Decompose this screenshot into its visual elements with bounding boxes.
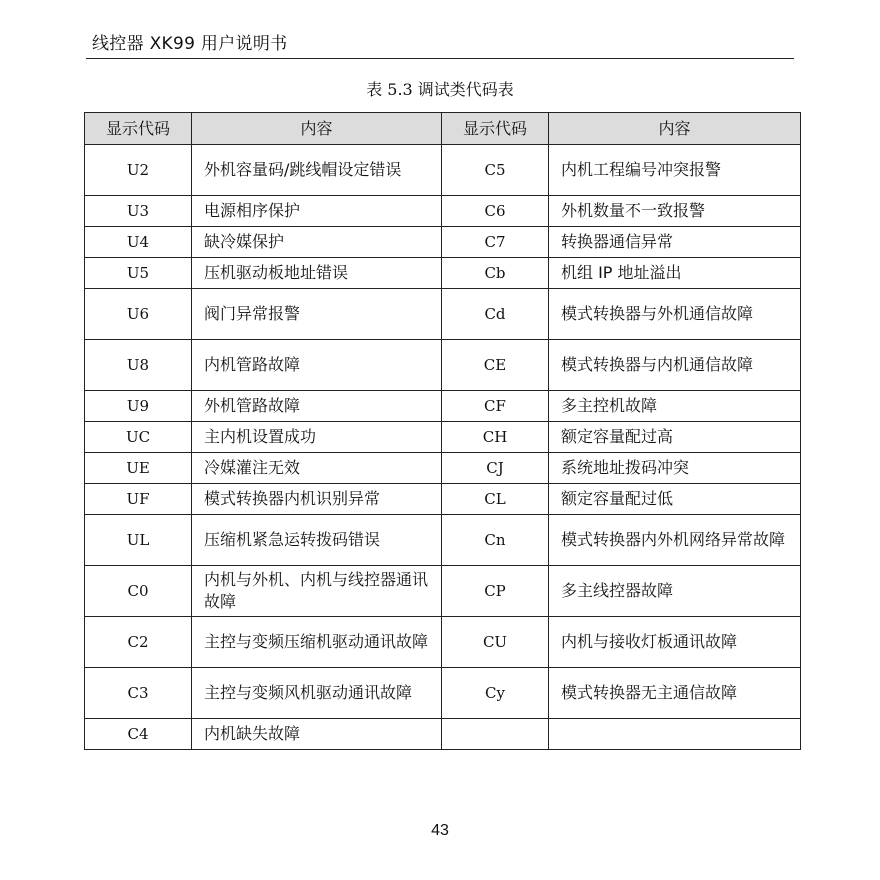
table-row [85, 391, 801, 422]
code-cell: CP [442, 566, 549, 617]
table-row [85, 668, 801, 719]
content-cell: 模式转换器与内机通信故障 [549, 340, 801, 391]
content-cell: 外机容量码/跳线帽设定错误 [192, 145, 442, 196]
table-row [85, 453, 801, 484]
code-cell: U8 [85, 340, 192, 391]
code-cell: Cb [442, 258, 549, 289]
content-cell: 额定容量配过低 [549, 484, 801, 515]
content-cell: 阀门异常报警 [192, 289, 442, 340]
content-cell: 机组 IP 地址溢出 [549, 258, 801, 289]
code-cell: UL [85, 515, 192, 566]
code-cell: CF [442, 391, 549, 422]
table-row [85, 145, 801, 196]
content-cell: 压机驱动板地址错误 [192, 258, 442, 289]
table-row [85, 258, 801, 289]
code-cell: UE [85, 453, 192, 484]
content-cell [549, 719, 801, 750]
document-header [86, 30, 794, 59]
content-cell: 转换器通信异常 [549, 227, 801, 258]
content-cell: 主内机设置成功 [192, 422, 442, 453]
code-cell: CJ [442, 453, 549, 484]
code-cell: CL [442, 484, 549, 515]
table-row [85, 422, 801, 453]
code-cell: Cn [442, 515, 549, 566]
debug-code-table [84, 112, 801, 750]
code-cell: C5 [442, 145, 549, 196]
code-cell: U5 [85, 258, 192, 289]
content-cell: 模式转换器内外机网络异常故障 [549, 515, 801, 566]
content-cell: 内机与外机、内机与线控器通讯故障 [192, 566, 442, 617]
code-cell: Cd [442, 289, 549, 340]
code-cell: U4 [85, 227, 192, 258]
table-row [85, 340, 801, 391]
code-cell: C2 [85, 617, 192, 668]
code-cell: CE [442, 340, 549, 391]
content-cell: 压缩机紧急运转拨码错误 [192, 515, 442, 566]
code-cell: CU [442, 617, 549, 668]
content-cell: 主控与变频压缩机驱动通讯故障 [192, 617, 442, 668]
document-title: 线控器 XK99 用户说明书 [92, 34, 288, 54]
header-content: 内容 [549, 113, 801, 145]
content-cell: 内机管路故障 [192, 340, 442, 391]
code-cell: C3 [85, 668, 192, 719]
code-cell: UF [85, 484, 192, 515]
table-row [85, 515, 801, 566]
content-cell: 外机管路故障 [192, 391, 442, 422]
table-row [85, 719, 801, 750]
content-cell: 外机数量不一致报警 [549, 196, 801, 227]
page-number: 43 [431, 822, 449, 839]
code-cell: UC [85, 422, 192, 453]
table-header-row [85, 113, 801, 145]
table-row [85, 227, 801, 258]
content-cell: 系统地址拨码冲突 [549, 453, 801, 484]
header-display-code: 显示代码 [442, 113, 549, 145]
content-cell: 模式转换器无主通信故障 [549, 668, 801, 719]
content-cell: 多主线控器故障 [549, 566, 801, 617]
content-cell: 内机缺失故障 [192, 719, 442, 750]
content-cell: 冷媒灌注无效 [192, 453, 442, 484]
table-row [85, 484, 801, 515]
code-cell: CH [442, 422, 549, 453]
code-cell: C4 [85, 719, 192, 750]
table-row [85, 289, 801, 340]
code-cell: U6 [85, 289, 192, 340]
content-cell: 缺冷媒保护 [192, 227, 442, 258]
code-cell: U3 [85, 196, 192, 227]
code-cell: Cy [442, 668, 549, 719]
code-cell [442, 719, 549, 750]
content-cell: 多主控机故障 [549, 391, 801, 422]
content-cell: 主控与变频风机驱动通讯故障 [192, 668, 442, 719]
content-cell: 模式转换器与外机通信故障 [549, 289, 801, 340]
table-row [85, 196, 801, 227]
code-cell: C7 [442, 227, 549, 258]
content-cell: 额定容量配过高 [549, 422, 801, 453]
table-row [85, 566, 801, 617]
code-cell: C6 [442, 196, 549, 227]
content-cell: 模式转换器内机识别异常 [192, 484, 442, 515]
table-row [85, 617, 801, 668]
code-cell: C0 [85, 566, 192, 617]
content-cell: 内机与接收灯板通讯故障 [549, 617, 801, 668]
content-cell: 内机工程编号冲突报警 [549, 145, 801, 196]
code-cell: U9 [85, 391, 192, 422]
header-content: 内容 [192, 113, 442, 145]
header-display-code: 显示代码 [85, 113, 192, 145]
content-cell: 电源相序保护 [192, 196, 442, 227]
code-cell: U2 [85, 145, 192, 196]
table-caption: 表 5.3 调试类代码表 [366, 80, 514, 99]
